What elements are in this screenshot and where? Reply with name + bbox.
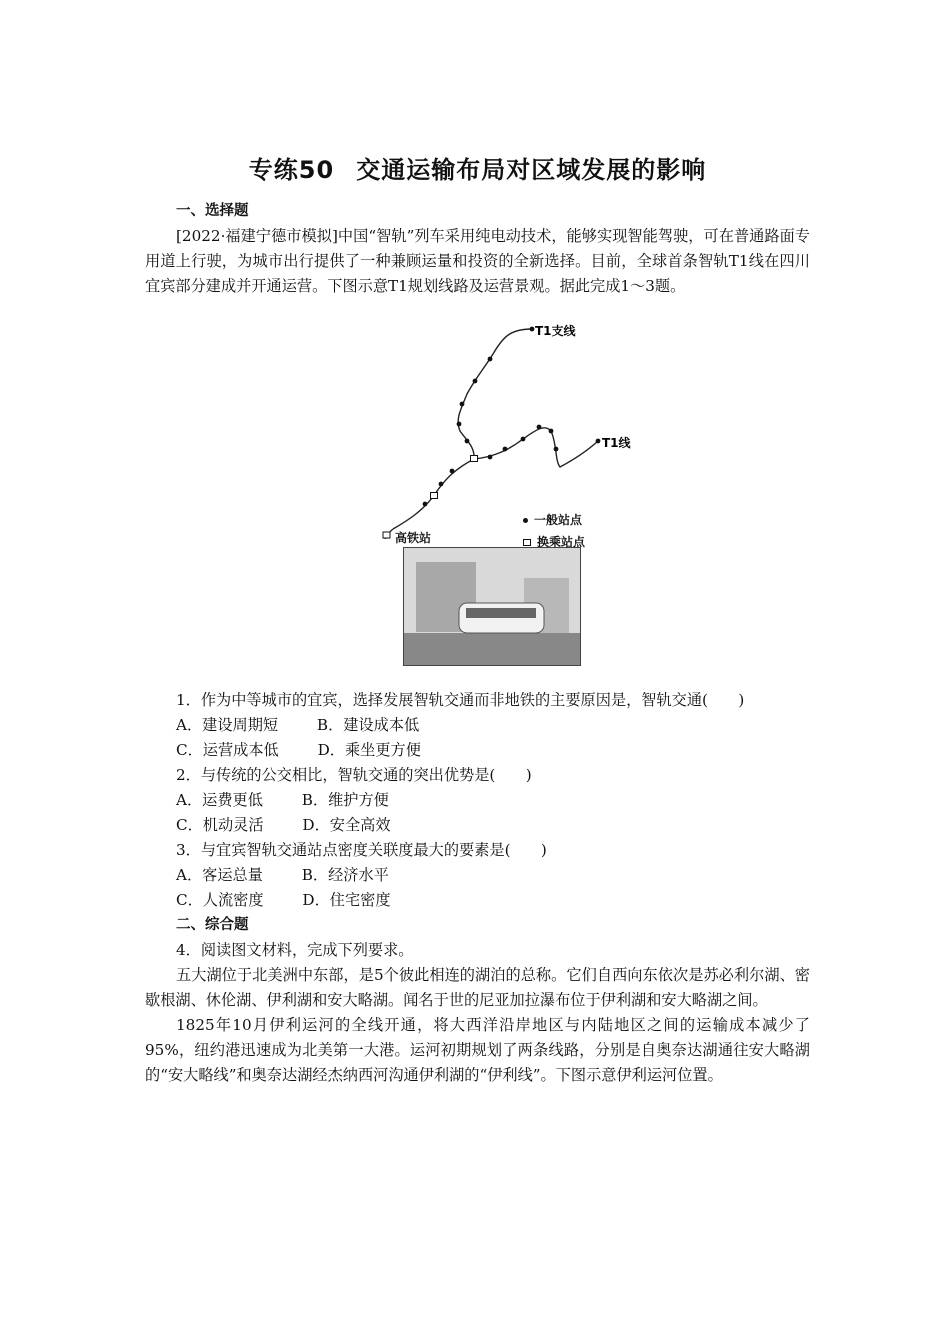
title-prefix: 专练: [248, 156, 299, 184]
question-2-stem: 2．与传统的公交相比，智轨交通的突出优势是( ): [176, 766, 532, 784]
q1-option-a[interactable]: A．建设周期短: [176, 716, 279, 734]
question-3-options-row1: [145, 863, 810, 888]
question-2-options-row2: [145, 813, 810, 838]
q2-option-c[interactable]: C．机动灵活: [176, 816, 264, 834]
q2-option-a[interactable]: A．运费更低: [176, 791, 263, 809]
legend-normal-station: [523, 511, 582, 528]
q1-option-b[interactable]: B．建设成本低: [316, 716, 420, 734]
legend-dot-icon: [523, 518, 528, 523]
q3-option-a[interactable]: A．客运总量: [176, 866, 263, 884]
t1-route-map: [145, 299, 810, 539]
route-map-labels: [145, 299, 810, 539]
section-comprehensive-heading: 二、综合题: [176, 917, 249, 933]
question-1-stem: 1．作为中等城市的宜宾，选择发展智轨交通而非地铁的主要原因是，智轨交通( ): [176, 691, 745, 709]
legend-transfer-station: [523, 533, 585, 550]
question-1-options-row2: [145, 738, 810, 763]
section-choice-heading: 一、选择题: [176, 203, 249, 219]
hsr-station-label: 高铁站: [395, 531, 432, 545]
q3-option-b[interactable]: B．经济水平: [301, 866, 389, 884]
page-title: [145, 150, 810, 185]
legend-square-icon: [523, 539, 531, 546]
intro-paragraph: [2022·福建宁德市模拟]中国“智轨”列车采用纯电动技术，能够实现智能驾驶，可在普通路面专用道上行驶，为城市出行提供了一种兼顾运量和投资的全新选择。目前，全球首条智轨T1线在四川宜宾部分建成并开通运营。下图示意T1规划线路及运营景观。据此完成1～3题。: [145, 227, 810, 295]
q2-option-b[interactable]: B．维护方便: [301, 791, 389, 809]
question-2-options-row1: [145, 788, 810, 813]
q3-option-d[interactable]: D．住宅密度: [302, 891, 391, 909]
erie-canal-paragraph: 1825年10月伊利运河的全线开通，将大西洋沿岸地区与内陆地区之间的运输成本减少了95%，纽约港迅速成为北美第一大港。运河初期规划了两条线路，分别是自奥奈达湖通往安大略湖的“安大略线”和奥奈达湖经杰纳西河沟通伊利湖的“伊利线”。下图示意伊利运河位置。: [145, 1016, 810, 1084]
q3-option-c[interactable]: C．人流密度: [176, 891, 264, 909]
tram-photo: [403, 547, 581, 666]
question-4-stem: 4．阅读图文材料，完成下列要求。: [176, 941, 414, 959]
q2-option-d[interactable]: D．安全高效: [302, 816, 391, 834]
q1-option-d[interactable]: D．乘坐更方便: [317, 741, 421, 759]
title-number: 50: [298, 156, 335, 184]
question-3-stem: 3．与宜宾智轨交通站点密度关联度最大的要素是( ): [176, 841, 547, 859]
great-lakes-paragraph: 五大湖位于北美洲中东部，是5个彼此相连的湖泊的总称。它们自西向东依次是苏必利尔湖、密歇根湖、休伦湖、伊利湖和安大略湖。闻名于世的尼亚加拉瀑布位于伊利湖和安大略湖之间。: [145, 966, 810, 1009]
t1-branch-label: T1支线: [535, 324, 576, 338]
title-text: 交通运输布局对区域发展的影响: [356, 156, 707, 184]
question-3: [145, 838, 810, 913]
hsr-station-marker: [381, 530, 393, 542]
document-page: [145, 150, 810, 1088]
question-1-options-row1: [145, 713, 810, 738]
question-2: [145, 763, 810, 838]
q1-option-c[interactable]: C．运营成本低: [176, 741, 279, 759]
legend-transfer-label: 换乘站点: [537, 535, 586, 549]
t1-line-label: T1线: [602, 436, 631, 450]
question-3-options-row2: [145, 888, 810, 913]
legend-normal-label: 一般站点: [534, 513, 583, 527]
question-1: [145, 688, 810, 763]
